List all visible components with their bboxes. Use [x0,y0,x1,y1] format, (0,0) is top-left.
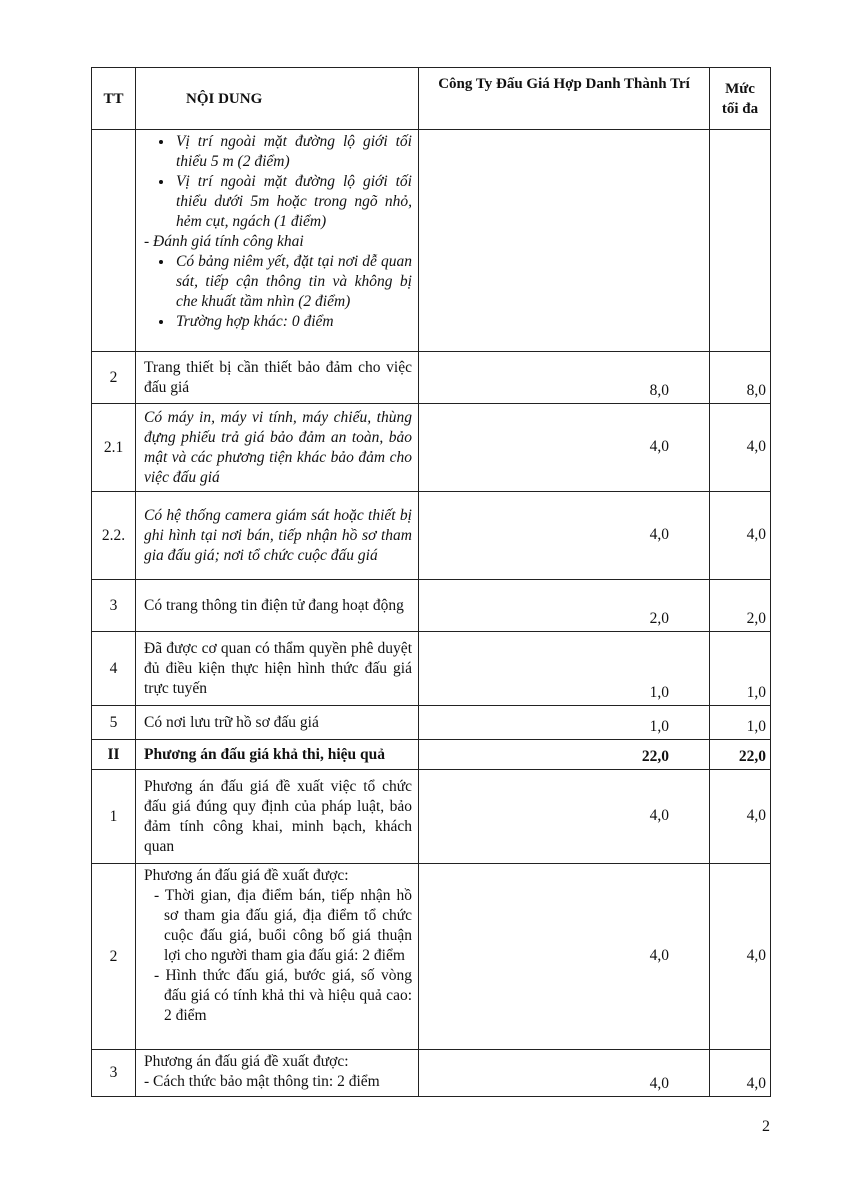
table-header-row [92,68,771,130]
section-tt: II [92,740,136,770]
row-tt: 1 [92,770,136,864]
table-row [92,1050,771,1097]
row-score: 1,0 [419,632,710,706]
section-title: Phương án đấu giá khả thi, hiệu quả [136,740,419,770]
bullet-item: • Trường hợp khác: 0 điểm [174,312,412,332]
table-row [92,580,771,632]
row-tt: 3 [92,580,136,632]
row-content: Đã được cơ quan có thẩm quyền phê duyệt đủ điều kiện thực hiện hình thức đấu giá trực tuyến [136,632,419,706]
bullet-item: • Có bảng niêm yết, đặt tại nơi dễ quan sát, tiếp cận thông tin và không bị che khuất tầm nhìn (2 điểm) [174,252,412,312]
row-tt: 2.2. [92,492,136,580]
row-content-continued [136,130,419,352]
row-score: 4,0 [419,770,710,864]
page-number: 2 [762,1118,770,1135]
row-content: Phương án đấu giá đề xuất việc tổ chức đấu giá đúng quy định của pháp luật, bảo đảm tính công khai, minh bạch, khách quan [136,770,419,864]
section-score: 22,0 [419,740,710,770]
row-score: 4,0 [419,1050,710,1097]
row-tt: 2 [92,864,136,1050]
dash-item: - Thời gian, địa điểm bán, tiếp nhận hồ sơ tham gia đấu giá, địa điểm tổ chức cuộc đấu giá, buổi công bố giá thuận lợi cho người tham gia đấu giá: 2 điểm [154,887,412,964]
section-max: 22,0 [710,740,771,770]
row-max: 4,0 [710,404,771,492]
row-max-empty [710,130,771,352]
row-max: 4,0 [710,1050,771,1097]
table-row [92,130,771,352]
row-max: 4,0 [710,864,771,1050]
row-tt: 4 [92,632,136,706]
row-intro: Phương án đấu giá đề xuất được: [144,867,349,884]
dash-item: - Hình thức đấu giá, bước giá, số vòng đấu giá có tính khả thi và hiệu quả cao: 2 điểm [154,967,412,1024]
row-intro: Phương án đấu giá đề xuất được: [144,1053,349,1070]
row-score: 2,0 [419,580,710,632]
row-content [136,864,419,1050]
table-row [92,352,771,404]
header-tt: TT [92,68,136,130]
row-max: 4,0 [710,770,771,864]
row-company-empty [419,130,710,352]
row-content: Có nơi lưu trữ hồ sơ đấu giá [136,706,419,740]
header-muc: Mức [725,80,755,97]
row-score: 1,0 [419,706,710,740]
row-tt: 3 [92,1050,136,1097]
row-score: 4,0 [419,404,710,492]
row-content: Có hệ thống camera giám sát hoặc thiết bị ghi hình tại nơi bán, tiếp nhận hồ sơ tham gia đấu giá; nơi tổ chức cuộc đấu giá [136,492,419,580]
row-max: 1,0 [710,632,771,706]
sub-heading: - Đánh giá tính công khai [144,233,304,250]
row-max: 1,0 [710,706,771,740]
row-content: Trang thiết bị cần thiết bảo đảm cho việc đấu giá [136,352,419,404]
row-tt: 2.1 [92,404,136,492]
header-company: Công Ty Đấu Giá Hợp Danh Thành Trí [419,68,710,130]
row-score: 4,0 [419,864,710,1050]
row-max: 2,0 [710,580,771,632]
header-muc-toi-da [710,68,771,130]
row-content [136,1050,419,1097]
row-tt-empty [92,130,136,352]
evaluation-table [91,67,771,1097]
table-row [92,492,771,580]
row-content: Có máy in, máy vi tính, máy chiếu, thùng đựng phiếu trả giá bảo đảm an toàn, bảo mật và các phương tiện khác bảo đảm cho việc đấu giá [136,404,419,492]
bullet-item: • Vị trí ngoài mặt đường lộ giới tối thiểu 5 m (2 điểm) [174,132,412,172]
bullet-item: • Vị trí ngoài mặt đường lộ giới tối thiểu dưới 5m hoặc trong ngõ nhỏ, hẻm cụt, ngách (1 điểm) [174,172,412,232]
table-row [92,706,771,740]
row-score: 4,0 [419,492,710,580]
table-row [92,864,771,1050]
table-row [92,632,771,706]
table-row [92,770,771,864]
row-tt: 2 [92,352,136,404]
row-score: 8,0 [419,352,710,404]
header-noi-dung: NỘI DUNG [136,68,419,130]
row-max: 8,0 [710,352,771,404]
dash-item: - Cách thức bảo mật thông tin: 2 điểm [144,1073,380,1090]
row-tt: 5 [92,706,136,740]
row-max: 4,0 [710,492,771,580]
row-content: Có trang thông tin điện tử đang hoạt động [136,580,419,632]
table-row [92,404,771,492]
header-toi-da: tối đa [721,100,759,117]
section-row [92,740,771,770]
